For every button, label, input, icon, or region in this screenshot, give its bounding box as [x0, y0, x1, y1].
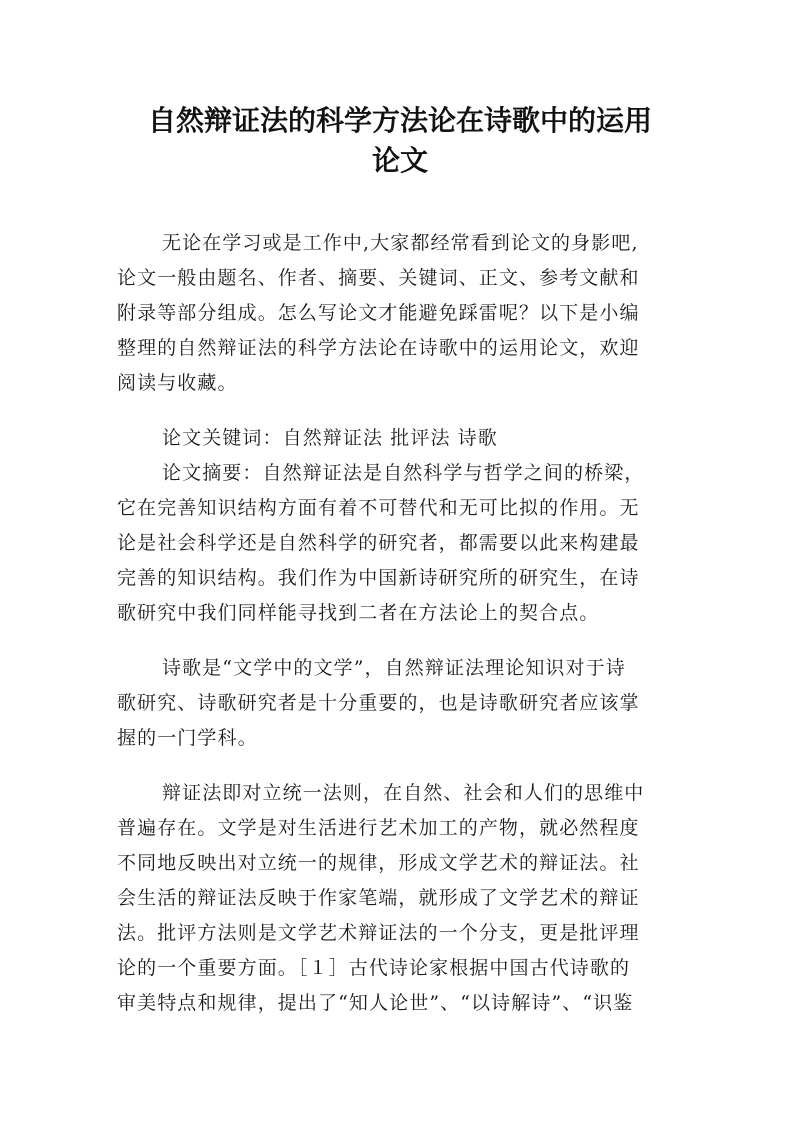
body-line: 不同地反映出对立统一的规律，形成文学艺术的辩证法。社 [117, 852, 640, 874]
body-line: 审美特点和规律，提出了“知人论世”、“以诗解诗”、“识鉴 [117, 992, 634, 1014]
body-line: 论文关键词：自然辩证法 批评法 诗歌 [162, 427, 498, 449]
document-title-line-1: 自然辩证法的科学方法论在诗歌中的运用 [147, 104, 652, 137]
body-line: 无论在学习或是工作中,大家都经常看到论文的身影吧, [162, 232, 639, 254]
body-line: 阅读与收藏。 [117, 372, 238, 394]
body-line: 普遍存在。文学是对生活进行艺术加工的产物，就必然程度 [117, 817, 640, 839]
body-line: 会生活的辩证法反映于作家笔端，就形成了文学艺术的辩证 [117, 887, 640, 909]
body-line: 论文一般由题名、作者、摘要、关键词、正文、参考文献和 [117, 267, 640, 289]
body-line: 歌研究、诗歌研究者是十分重要的，也是诗歌研究者应该掌 [117, 692, 640, 714]
body-line: 辩证法即对立统一法则，在自然、社会和人们的思维中 [162, 782, 645, 804]
body-line: 附录等部分组成。怎么写论文才能避免踩雷呢？以下是小编 [117, 302, 640, 324]
body-line: 整理的自然辩证法的科学方法论在诗歌中的运用论文，欢迎 [117, 337, 640, 359]
body-line: 论是社会科学还是自然科学的研究者，都需要以此来构建最 [117, 532, 640, 554]
body-line: 法。批评方法则是文学艺术辩证法的一个分支，更是批评理 [117, 922, 640, 944]
body-line: 论的一个重要方面。［１］古代诗论家根据中国古代诗歌的 [117, 957, 631, 979]
body-line: 握的一门学科。 [117, 727, 258, 749]
document-title-line-2: 论文 [371, 144, 428, 177]
body-line: 诗歌是“文学中的文学”，自然辩证法理论知识对于诗 [162, 657, 626, 679]
body-line: 歌研究中我们同样能寻找到二者在方法论上的契合点。 [117, 602, 600, 624]
body-line: 论文摘要：自然辩证法是自然科学与哲学之间的桥梁， [162, 462, 645, 484]
body-line: 它在完善知识结构方面有着不可替代和无可比拟的作用。无 [117, 497, 640, 519]
body-line: 完善的知识结构。我们作为中国新诗研究所的研究生，在诗 [117, 567, 640, 589]
